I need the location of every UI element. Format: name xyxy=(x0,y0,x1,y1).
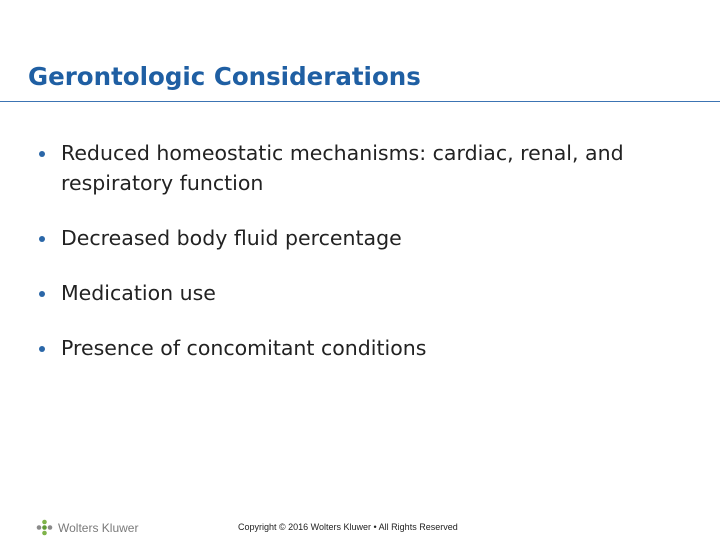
bullet-text: Reduced homeostatic mechanisms: cardiac, renal, and respiratory function xyxy=(61,141,624,195)
bullet-text: Medication use xyxy=(61,281,216,305)
title-divider xyxy=(0,101,720,102)
bullet-dot-icon xyxy=(39,346,45,352)
wolters-kluwer-logo xyxy=(36,519,138,536)
bullet-text: Presence of concomitant conditions xyxy=(61,336,427,360)
wolters-kluwer-logo-icon xyxy=(36,519,53,536)
bullet-item xyxy=(36,333,686,363)
bullet-item xyxy=(36,138,686,198)
bullet-list xyxy=(36,138,686,363)
bullet-text: Decreased body fluid percentage xyxy=(61,226,402,250)
copyright-notice: Copyright © 2016 Wolters Kluwer • All Rights Reserved xyxy=(238,522,458,532)
bullet-item xyxy=(36,278,686,308)
bullet-item xyxy=(36,223,686,253)
slide-title: Gerontologic Considerations xyxy=(28,62,421,91)
bullet-dot-icon xyxy=(39,291,45,297)
logo-text: Wolters Kluwer xyxy=(58,520,139,535)
bullet-dot-icon xyxy=(39,151,45,157)
bullet-dot-icon xyxy=(39,236,45,242)
